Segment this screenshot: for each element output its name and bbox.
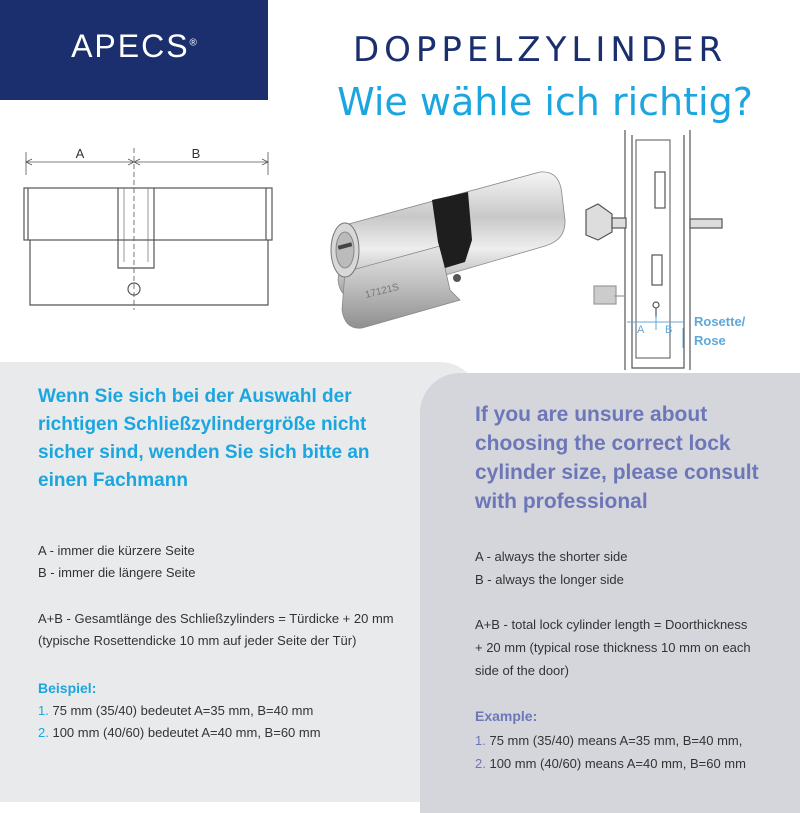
english-example-1: 1. 75 mm (35/40) means A=35 mm, B=40 mm,: [475, 733, 743, 748]
german-example-2: 2. 100 mm (40/60) bedeutet A=40 mm, B=60 mm: [38, 725, 321, 740]
german-example-label: Beispiel:: [38, 680, 97, 696]
english-example-2: 2. 100 mm (40/60) means A=40 mm, B=60 mm: [475, 756, 746, 771]
german-a-line: A - immer die kürzere Seite: [38, 543, 195, 558]
technical-drawing: [24, 148, 272, 310]
page-subtitle: Wie wähle ich richtig?: [337, 80, 753, 124]
door-label-a: A: [637, 324, 645, 336]
german-example-1: 1. 75 mm (35/40) bedeutet A=35 mm, B=40 mm: [38, 703, 314, 718]
english-b-line: B - always the longer side: [475, 572, 624, 587]
english-sum-line-2: + 20 mm (typical rose thickness 10 mm on each: [475, 640, 751, 655]
page-title: DOPPELZYLINDER: [352, 30, 728, 70]
german-sum-line-2: (typische Rosettendicke 10 mm auf jeder Seite der Tür): [38, 633, 357, 648]
english-heading: If you are unsure about choosing the correct lock cylinder size, please consult with professional: [475, 403, 759, 513]
cylinder-diagrams: [0, 130, 800, 370]
german-sum-line-1: A+B - Gesamtlänge des Schließzylinders = Türdicke + 20 mm: [38, 611, 394, 626]
apecs-logo: APECS®: [71, 28, 197, 64]
cylinder-engraving: 17121S: [364, 281, 401, 301]
english-sum-line-1: A+B - total lock cylinder length = Doorthickness: [475, 617, 748, 632]
rosette-label: Rosette/: [694, 314, 746, 329]
rose-label: Rose: [694, 333, 726, 348]
german-b-line: B - immer die längere Seite: [38, 565, 196, 580]
label-a: A: [75, 146, 85, 161]
english-a-line: A - always the shorter side: [475, 549, 628, 564]
door-label-b: B: [665, 324, 673, 336]
lock-cylinder-photo: [331, 172, 565, 328]
logo-box: [0, 0, 268, 100]
german-heading: Wenn Sie sich bei der Auswahl der richtigen Schließzylindergröße nicht sicher sind, wenden Sie sich bitte an einen Fachmann: [38, 386, 370, 491]
english-example-label: Example:: [475, 708, 538, 724]
english-sum-line-3: side of the door): [475, 663, 569, 678]
label-b: B: [191, 146, 201, 161]
